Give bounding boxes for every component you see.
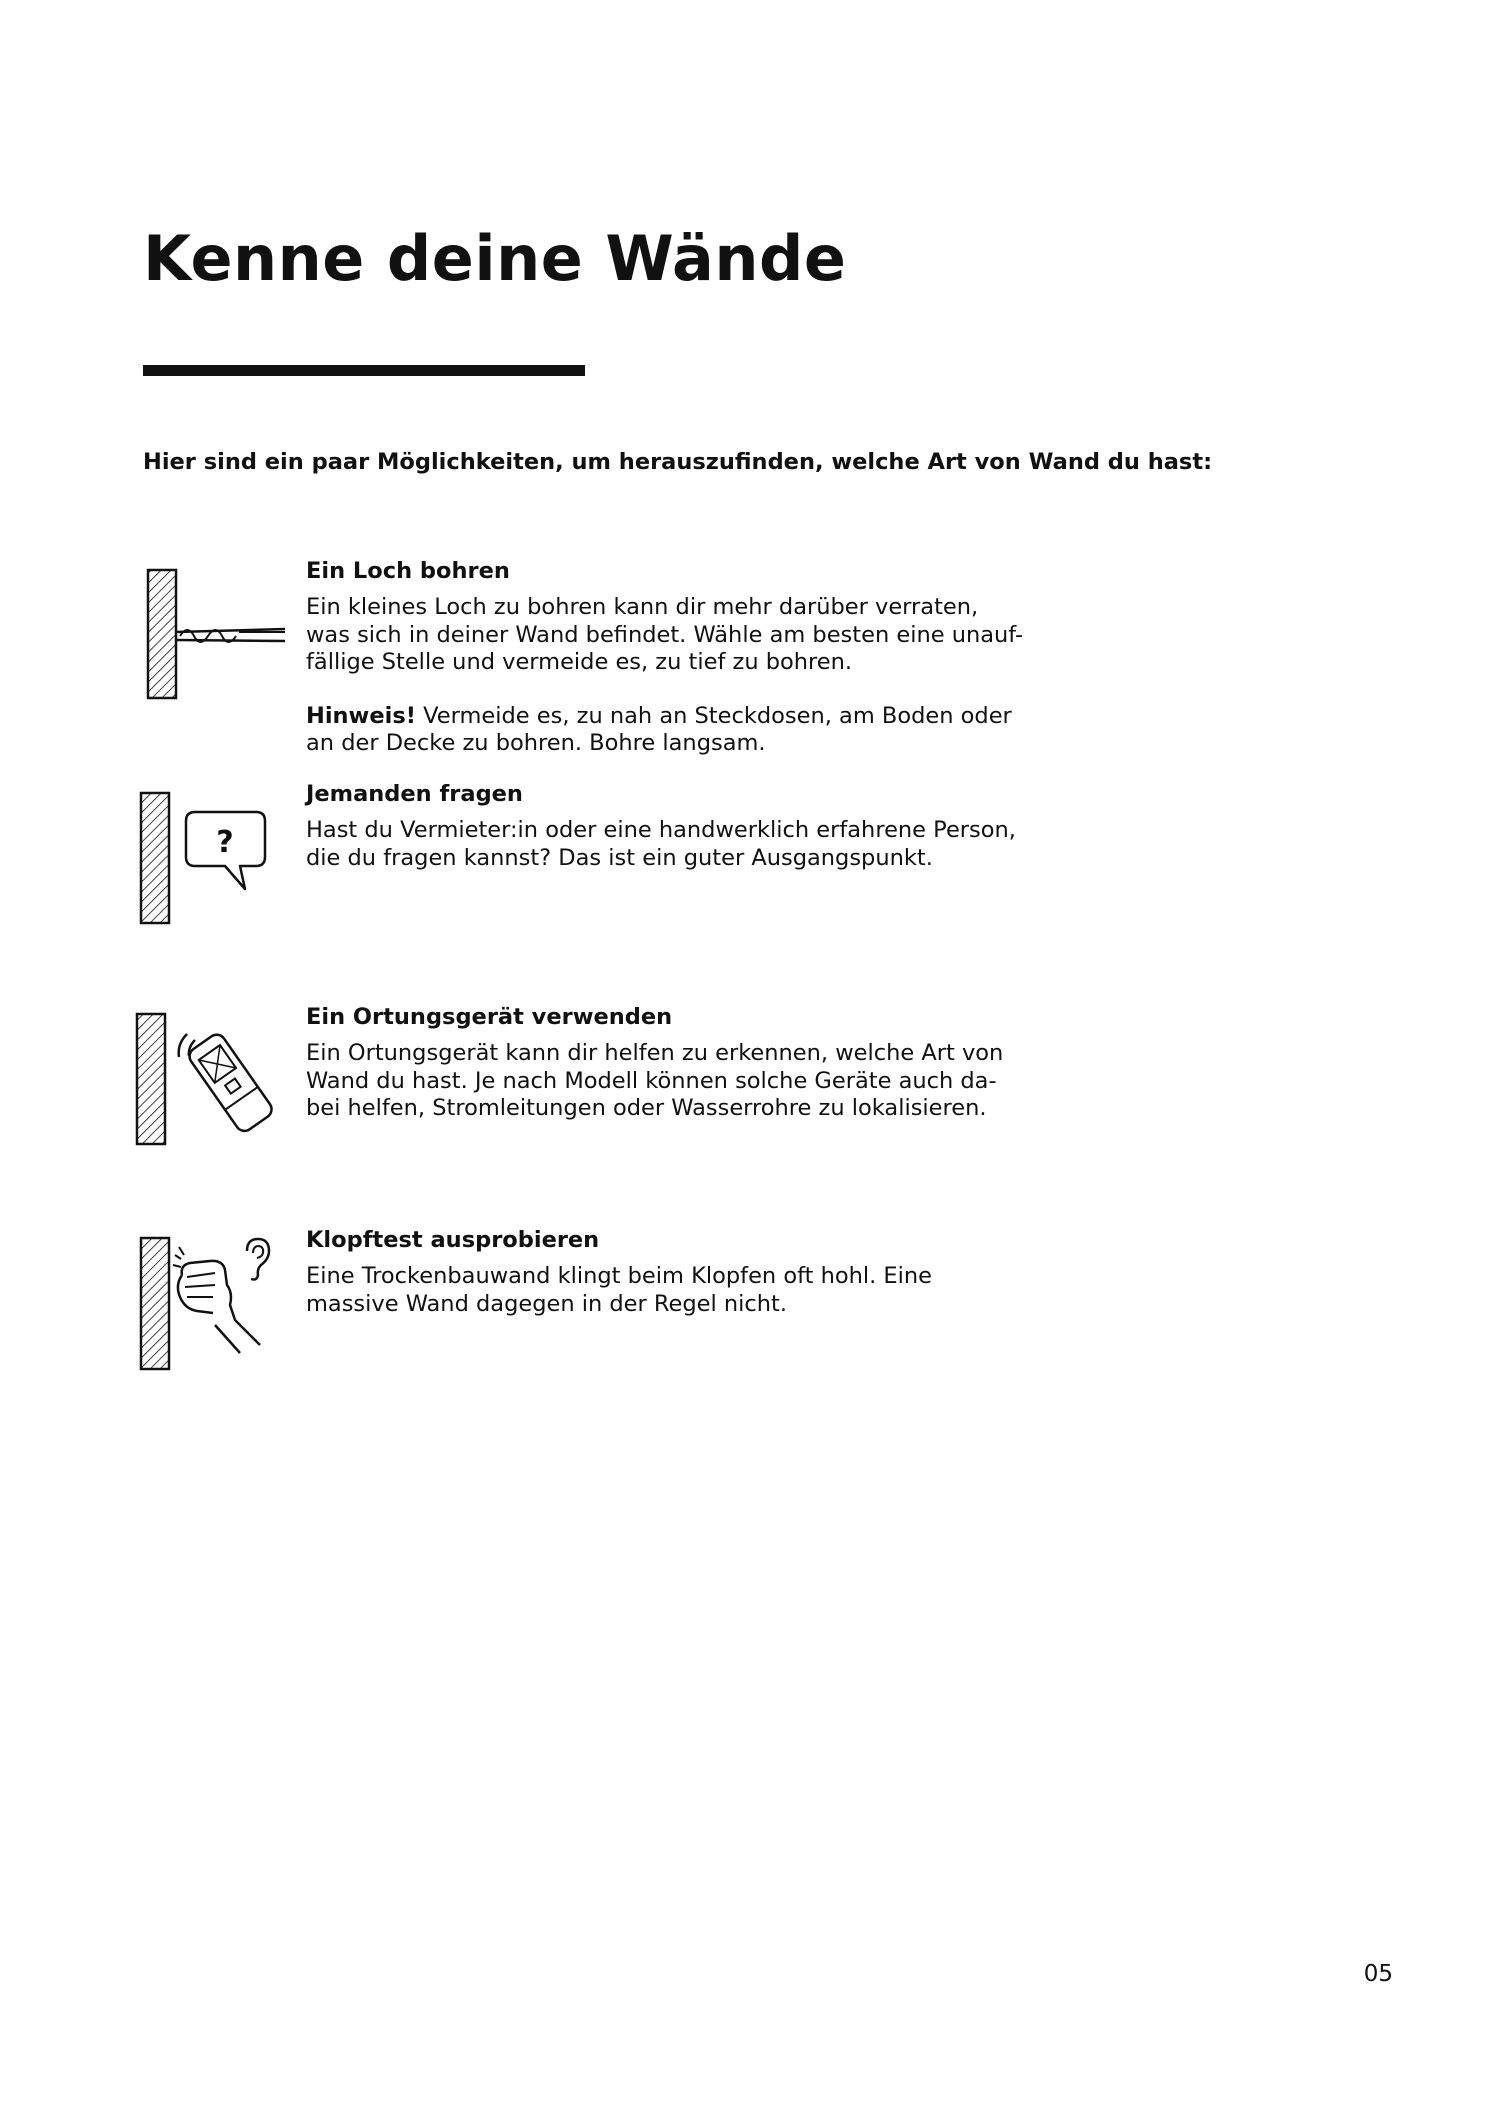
- section-body: Ein kleines Loch zu bohren kann dir mehr darüber verraten, was sich in deiner Wand befindet. Wähle am besten eine unauf- fällige Stelle und vermeide es, zu tief zu bohren.: [306, 594, 1024, 675]
- section-body: Hast du Vermieter:in oder eine handwerklich erfahrene Person, die du fragen kannst? Das ist ein guter Ausgangspunkt.: [306, 817, 1016, 871]
- title-underline: [143, 365, 585, 376]
- page-number: 05: [1363, 1961, 1393, 1987]
- knocking-hand-icon: [135, 1225, 295, 1375]
- question-bubble-icon: [135, 779, 295, 929]
- section-heading: Ein Loch bohren: [306, 558, 510, 584]
- section-body: Ein Ortungsgerät kann dir helfen zu erkennen, welche Art von Wand du hast. Je nach Modell können solche Geräte auch da- bei helfen, Stromleitungen oder Wasserrohre zu lokalisieren.: [306, 1040, 1004, 1121]
- section-note: [306, 703, 1026, 758]
- note-label: Hinweis!: [306, 702, 416, 729]
- note-text: Vermeide es, zu nah an Steckdosen, am Boden oder an der Decke zu bohren. Bohre langsam.: [306, 702, 1012, 756]
- stud-finder-icon: [135, 1002, 295, 1152]
- intro-text: Hier sind ein paar Möglichkeiten, um herauszufinden, welche Art von Wand du hast:: [143, 449, 1213, 475]
- section-body: Eine Trockenbauwand klingt beim Klopfen oft hohl. Eine massive Wand dagegen in der Regel nicht.: [306, 1263, 933, 1317]
- section-heading: Ein Ortungsgerät verwenden: [306, 1004, 673, 1030]
- page-title: Kenne deine Wände: [143, 222, 847, 295]
- section-heading: Klopftest ausprobieren: [306, 1227, 600, 1253]
- drill-icon: [135, 556, 295, 706]
- section-heading: Jemanden fragen: [306, 781, 523, 807]
- question-mark-glyph: ?: [216, 825, 234, 860]
